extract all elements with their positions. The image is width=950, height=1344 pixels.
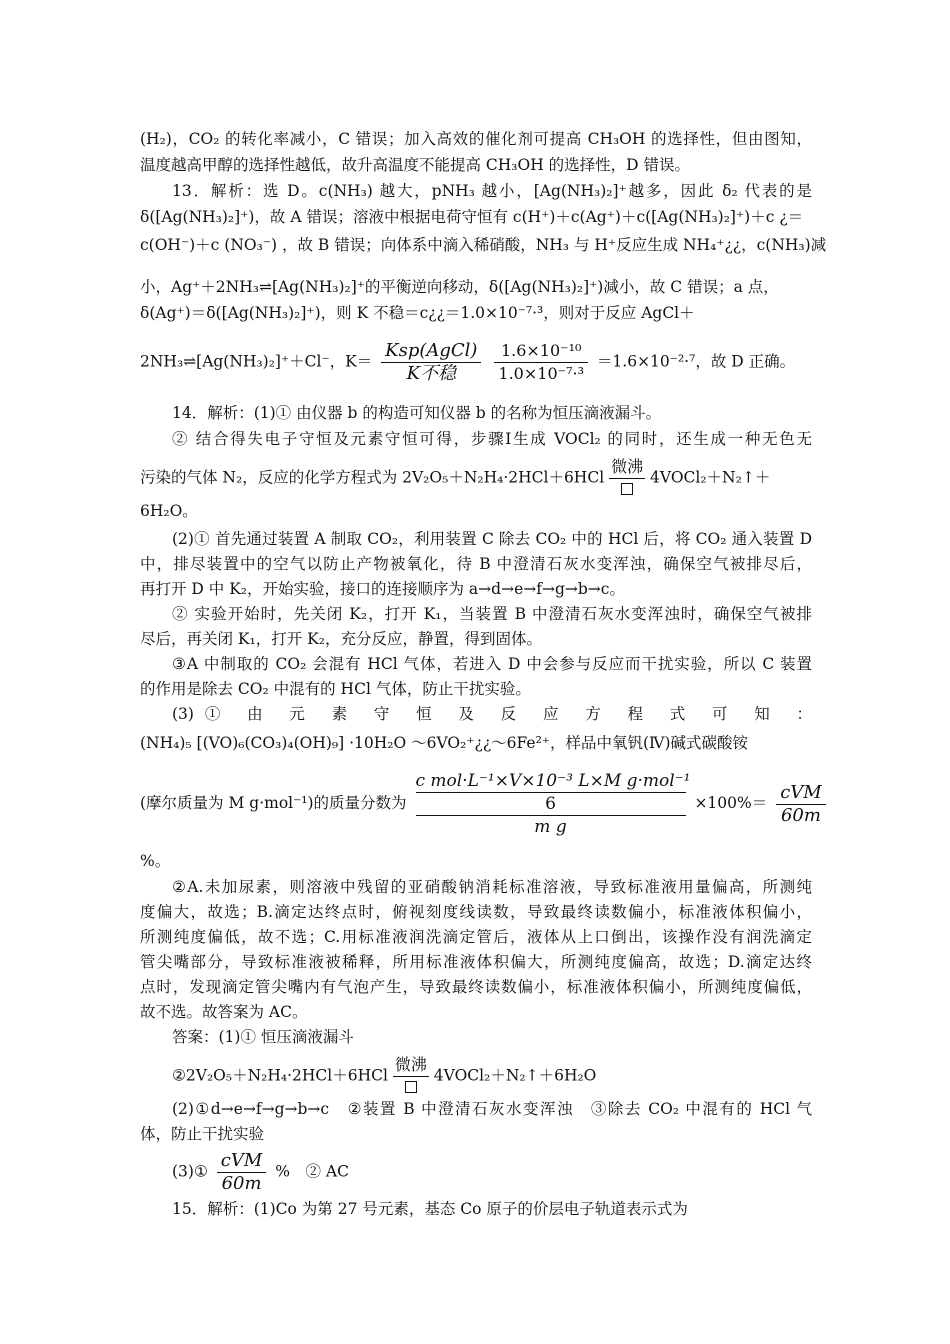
text-line: (2)①d→e→f→g→b→c ②装置 B 中澄清石灰水变浑浊 ③除去 CO₂ 中混有的 HCl 气 (172, 1100, 812, 1118)
text-segment: ×100%＝ (694, 794, 768, 812)
k-equation (140, 340, 795, 385)
fraction (217, 1150, 267, 1195)
reaction-condition (393, 1054, 429, 1099)
answer-title: 答案：(1)① 恒压滴液漏斗 (172, 1028, 354, 1046)
fraction (776, 782, 826, 827)
text-line: ③A 中制取的 CO₂ 会混有 HCl 气体，若进入 D 中会参与反应而干扰实验，所以 C 装置 (172, 655, 812, 673)
text-line: 中，排尽装置中的空气以防止产物被氧化，待 B 中澄清石灰水变浑浊，确保空气被排尽后， (140, 555, 812, 573)
text-line: 温度越高甲醇的选择性越低，故升高温度不能提高 CH₃OH 的选择性，D 错误。 (140, 156, 691, 174)
text-line: 度偏大，故选；B.滴定达终点时，俯视刻度线读数，导致最终读数偏小，标准液体积偏小， (140, 903, 812, 921)
text-line: 13．解析：选 D。c(NH₃) 越大，pNH₃ 越小，[Ag(NH₃)₂]⁺越多，因此 δ₂ 代表的是 (172, 182, 812, 200)
text-segment: 污染的气体 N₂，反应的化学方程式为 2V₂O₅＋N₂H₄·2HCl＋6HCl (140, 468, 605, 487)
text-segment: % ② AC (275, 1162, 349, 1181)
big-fraction (415, 770, 691, 838)
text-line: ② 实验开始时，先关闭 K₂，打开 K₁，当装置 B 中澄清石灰水变浑浊时，确保空气被排 (172, 605, 812, 623)
text-line: ② 结合得失电子守恒及元素守恒可得，步骤Ⅰ生成 VOCl₂ 的同时，还生成一种无色无 (172, 430, 812, 448)
text-line: 15．解析：(1)Co 为第 27 号元素，基态 Co 原子的价层电子轨道表示式为 (172, 1200, 688, 1218)
text-line: ②A.未加尿素，则溶液中残留的亚硝酸钠消耗标准溶液，导致标准液用量偏高，所测纯 (172, 878, 812, 896)
text-segment: 2NH₃⇌[Ag(NH₃)₂]⁺＋Cl⁻，K＝ (140, 352, 373, 371)
text-segment: 4VOCl₂＋N₂↑＋6H₂O (433, 1066, 597, 1085)
fraction-middle: 6 (416, 792, 686, 816)
text-segment: 4VOCl₂＋N₂↑＋ (650, 468, 771, 487)
fraction-numerator: cVM (776, 782, 826, 805)
condition-label: 微沸 (393, 1054, 429, 1077)
condition-label: 微沸 (609, 456, 645, 479)
text-line: 的作用是除去 CO₂ 中混有的 HCl 气体，防止干扰实验。 (140, 680, 531, 698)
text-segment: ②2V₂O₅＋N₂H₄·2HCl＋6HCl (172, 1066, 388, 1085)
text-line: (H₂)，CO₂ 的转化率减小，C 错误；加入高效的催化剂可提高 CH₃OH 的选择性，但由图知， (140, 130, 812, 148)
text-line: 体，防止干扰实验 (140, 1125, 265, 1143)
answer-line (172, 1150, 349, 1195)
box-icon (621, 483, 633, 495)
text-line: 14．解析：(1)① 由仪器 b 的构造可知仪器 b 的名称为恒压滴液漏斗。 (172, 404, 662, 422)
fraction-denominator: 60m (780, 804, 821, 826)
fraction-denominator: 60m (221, 1173, 262, 1194)
text-line: 小，Ag⁺＋2NH₃⇌[Ag(NH₃)₂]⁺的平衡逆向移动，δ([Ag(NH₃)₂]⁺)减小，故 C 错误；a 点， (140, 278, 779, 296)
text-line: δ(Ag⁺)＝δ([Ag(NH₃)₂]⁺)，则 K 不稳＝c¿¿＝1.0×10⁻⁷·³，则对于反应 AgCl＋ (140, 304, 695, 322)
text-segment: (3)① (172, 1162, 208, 1181)
text-line: (2)① 首先通过装置 A 制取 CO₂，利用装置 C 除去 CO₂ 中的 HCl 后，将 CO₂ 通入装置 D (172, 530, 812, 548)
fraction-numerator: cVM (217, 1150, 267, 1173)
text-line: 点时，发现滴定管尖嘴内有气泡产生，导致最终读数偏小，标准液体积偏小，所测纯度偏低， (140, 978, 812, 996)
fraction-denominator: m g (534, 817, 567, 837)
text-line: (NH₄)₅ [(VO)₆(CO₃)₄(OH)₉] ·10H₂O ～6VO₂⁺¿¿～6Fe²⁺，样品中氧钒(Ⅳ)碱式碳酸铵 (140, 734, 749, 752)
fraction-denominator: 1.0×10⁻⁷·³ (498, 364, 584, 383)
text-line: 再打开 D 中 K₂，开始实验，接口的连接顺序为 a→d→e→f→g→b→c。 (140, 580, 625, 598)
fraction-denominator: K不稳 (406, 363, 457, 384)
fraction-numerator: Ksp(AgCl) (381, 340, 481, 363)
equation-line (140, 456, 770, 501)
equation-line (172, 1054, 596, 1099)
text-line: c(OH⁻)＋c (NO₃⁻) ，故 B 错误；向体系中滴入稀硝酸，NH₃ 与 H⁺反应生成 NH₄⁺¿¿，c(NH₃)减 (140, 236, 827, 254)
fraction-numerator: c mol·L⁻¹×V×10⁻³ L×M g·mol⁻¹ (415, 771, 691, 791)
reaction-condition (609, 456, 645, 501)
fraction (494, 340, 588, 385)
fraction-line (140, 770, 830, 838)
text-segment: ＝1.6×10⁻²·⁷，故 D 正确。 (596, 352, 796, 371)
text-line: 所测纯度偏低，故不选；C.用标准液润洗滴定管后，液体从上口倒出，该操作没有润洗滴定 (140, 928, 812, 946)
fraction (381, 340, 481, 385)
box-icon (405, 1081, 417, 1093)
text-line: 故不选。故答案为 AC。 (140, 1003, 308, 1021)
text-line: 6H₂O。 (140, 502, 198, 520)
text-segment: (摩尔质量为 M g·mol⁻¹)的质量分数为 (140, 794, 407, 812)
text-line: 尽后，再关闭 K₁，打开 K₂，充分反应，静置，得到固体。 (140, 630, 542, 648)
text-line: %。 (140, 852, 171, 870)
text-line: (3)① 由 元 素 守 恒 及 反 应 方 程 式 可 知 ： (172, 705, 812, 723)
text-line: δ([Ag(NH₃)₂]⁺)，故 A 错误；溶液中根据电荷守恒有 c(H⁺)＋c(Ag⁺)＋c([Ag(NH₃)₂]⁺)＋c ¿＝ (140, 208, 804, 226)
text-line: 管尖嘴部分，导致标准液被稀释，所用标准液体积偏大，所测纯度偏高，故选；D.滴定达终 (140, 953, 812, 971)
fraction-numerator: 1.6×10⁻¹⁰ (494, 340, 588, 363)
